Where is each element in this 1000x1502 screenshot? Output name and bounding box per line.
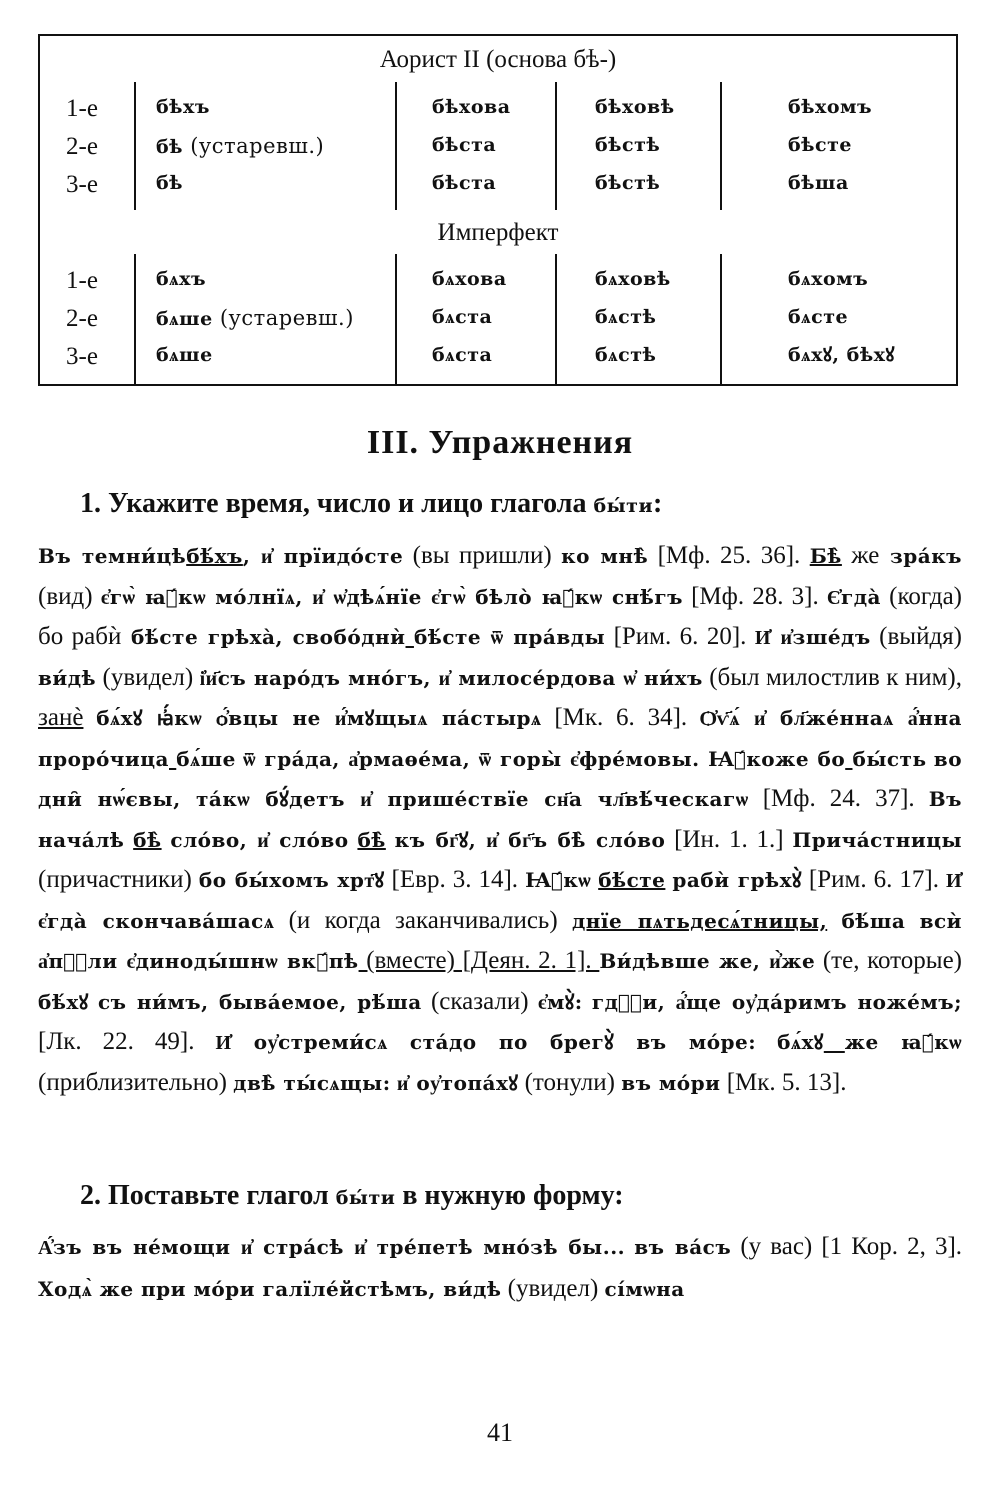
slavonic-text: И҆ оу҆стреми́сѧ ста́до по брегꙋ̀ въ мо́ре:: [215, 1030, 757, 1054]
dual-masc-form: бѧста: [432, 344, 493, 366]
target-verb-form: [406, 623, 414, 650]
russian-text: [Ин. 1. 1.]: [665, 825, 793, 853]
slavonic-text: съ ни́мъ, быва́емое, рѣ́ша: [97, 989, 422, 1014]
dual-fem-form: бѧстѣ: [595, 344, 657, 366]
exercise-1-title-suffix: :: [653, 488, 663, 519]
russian-text: [386, 826, 395, 853]
russian-text: (выйдя): [870, 623, 962, 650]
target-verb-form: [824, 1028, 845, 1055]
russian-text: [Мк. 5. 13].: [720, 1068, 847, 1096]
russian-text: (вы пришли): [403, 542, 562, 569]
exercise-2-title-word: бы́ти: [335, 1187, 396, 1209]
slavonic-text: Въ нача́лѣ: [38, 787, 962, 852]
target-verb-form: бѣ́хъ: [186, 544, 243, 568]
slavonic-text: є҆гѡ̀ ꙗ҆́кѡ мо́лнїѧ, и҆ ѡ҆дѣѧ́нїе є҆гѡ̀ бѣло̀ ꙗ҆́кѡ снѣ́гъ: [100, 584, 683, 609]
exercise-1-title-text: 1. Укажите время, число и лицо глагола: [80, 488, 587, 519]
exercise-2-text: [38, 1226, 962, 1310]
russian-text: [124, 826, 133, 853]
column-divider: [555, 82, 557, 210]
exercise-2-title: [80, 1180, 624, 1212]
russian-text: (вид): [38, 582, 101, 610]
dual-fem-form: бѣстѣ: [595, 172, 661, 194]
russian-text: (те, которые): [815, 947, 962, 974]
person-label: 2-е: [66, 305, 98, 332]
slavonic-text: бѧ́хꙋ: [777, 1030, 824, 1054]
slavonic-text: И҆ є҆гда̀ скончава́шасѧ: [38, 868, 963, 933]
russian-text: [Мф. 28. 3].: [682, 582, 827, 610]
russian-text: [Лк. 22. 49].: [38, 1028, 216, 1055]
slavonic-text: бо бы́хомъ хрт҃ꙋ: [198, 868, 385, 892]
russian-text: бо рабѝ: [38, 623, 122, 650]
slavonic-text: Ви́дѣвше же, и҆̀же: [599, 949, 816, 973]
person-label: 3-е: [66, 343, 98, 370]
dual-masc-form: бѣста: [432, 134, 497, 156]
russian-text: [83, 704, 96, 731]
russian-text: (увидел): [501, 1275, 605, 1302]
slavonic-text: бы́сть: [852, 746, 927, 771]
exercise-2-title-text: 2. Поставьте глагол: [80, 1180, 329, 1211]
slavonic-text: ко мнѣ̀: [561, 544, 649, 568]
target-verb-form: (вместе) [Деян. 2. 1].: [358, 947, 600, 974]
target-verb-form: бѣ̀: [357, 827, 386, 852]
slavonic-text: Ѻ҆ѵ҃ѧ́ и҆ бл҃же́ннаѧ а҆́нна проро́чица: [38, 706, 962, 771]
singular-form: бѣ: [156, 172, 184, 194]
russian-text: [Рим. 6. 20].: [605, 623, 755, 650]
slavonic-text: во дни̑ нѡ́євы, та́кѡ бꙋ́детъ и҆ прише́ствїе сн҃а чл҃вѣ́ческагѡ: [38, 746, 963, 811]
dual-masc-form: бѧхова: [432, 268, 507, 290]
person-label: 1-е: [66, 95, 98, 122]
dual-fem-form: бѣстѣ: [595, 134, 661, 156]
slavonic-text: ѿ гра́да, а҆рмаѳе́ма, ѿ горы̀ є҆фре́мовы.: [243, 746, 700, 771]
slavonic-text: бѣ́ша: [841, 908, 906, 933]
obsolete-note: (устаревш.): [212, 306, 354, 330]
russian-text: [625, 1233, 634, 1260]
slavonic-text: въ мо́ри: [621, 1070, 721, 1095]
plural-form: бѧхомъ: [788, 268, 869, 290]
singular-form: бѣ (устаревш.): [156, 134, 325, 158]
slavonic-text: къ бг҃ꙋ, и҆ бг҃ъ бѣ̀ сло́во: [394, 827, 666, 852]
page-number: 41: [487, 1418, 513, 1447]
slavonic-text: Прича́стницы: [792, 827, 963, 852]
plural-form: бѣсте: [788, 134, 852, 156]
singular-form: бѧше: [156, 344, 213, 366]
dual-fem-form: бѧстѣ: [595, 306, 657, 328]
singular-form: бѣхъ: [156, 96, 210, 118]
slavonic-text: Въ темни́цѣ: [38, 544, 187, 568]
russian-text: [Мк. 6. 34].: [541, 704, 700, 731]
russian-text: [Мф. 25. 36].: [648, 542, 810, 569]
plural-form: бѧхꙋ, бѣхꙋ: [788, 344, 895, 366]
dual-masc-form: бѣста: [432, 172, 497, 194]
slavonic-text: бѧ́хꙋ: [96, 706, 143, 730]
slavonic-text: ѿ пра́вды: [481, 625, 606, 649]
plural-form: бѧсте: [788, 306, 849, 328]
russian-text: (приблизительно): [38, 1068, 234, 1096]
russian-text: же: [841, 542, 880, 569]
dual-masc-form: бѣхова: [432, 96, 511, 118]
russian-text: [Евр. 3. 14].: [384, 866, 526, 893]
slavonic-text: И҆ и҆зше́дъ: [754, 625, 871, 649]
column-divider: [134, 82, 136, 210]
slavonic-text: бѣ́сте: [121, 625, 199, 649]
plural-form: бѣша: [788, 172, 849, 194]
russian-text: [236, 745, 243, 772]
slavonic-text: же ꙗ҆́кѡ: [844, 1030, 963, 1054]
slavonic-text: рабѝ грѣхꙋ̀: [672, 868, 802, 892]
slavonic-text: и҆ оу҆топа́хꙋ: [396, 1070, 519, 1095]
target-verb-form: бѣ́сте: [598, 868, 666, 892]
russian-text: [89, 988, 98, 1015]
russian-text: (когда): [881, 582, 963, 610]
section-heading: III. Упражнения: [366, 424, 634, 461]
column-divider: [395, 82, 397, 210]
person-label: 3-е: [66, 171, 98, 198]
russian-text: (сказали): [421, 987, 538, 1015]
target-verb-form: Бѣ̀: [809, 544, 842, 568]
slavonic-text: А҆́зъ въ не́мощи и҆ стра́сѣ и҆ тре́петѣ мно́зѣ бы...: [38, 1235, 626, 1259]
column-divider: [555, 254, 557, 386]
slavonic-text: бѧ́ше: [176, 746, 236, 771]
slavonic-text: гдⷭ҇и, а҆́ще оу҆да́римъ ноже́мъ;: [591, 989, 963, 1014]
conjugation-table: [38, 34, 958, 386]
dual-fem-form: бѣховѣ: [595, 96, 675, 118]
russian-text: (увидел): [96, 663, 200, 691]
aorist-title: Аорист II (основа бѣ-): [379, 46, 617, 73]
slavonic-text: бѣ́сте: [413, 625, 482, 649]
russian-text: [827, 907, 841, 934]
obsolete-note: (устаревш.): [183, 134, 325, 158]
slavonic-text: въ ва́съ: [634, 1235, 732, 1259]
slavonic-text: сі́мѡна: [604, 1277, 685, 1301]
slavonic-text: зра́къ: [879, 544, 963, 568]
exercise-1-title-word: бы́ти: [593, 495, 654, 517]
russian-text: (у вас) [1 Кор. 2, 3].: [731, 1233, 963, 1260]
target-verb-form: днїе пѧтьдесѧ́тницы,: [571, 908, 828, 933]
slavonic-text: є҆мꙋ̀:: [537, 989, 583, 1014]
person-label: 2-е: [66, 133, 98, 160]
singular-form: бѧхъ: [156, 268, 207, 290]
column-divider: [134, 254, 136, 386]
imperfect-title: Имперфект: [437, 219, 559, 246]
russian-text: (причастники): [38, 866, 199, 893]
slavonic-text: ви́дѣ: [38, 665, 97, 690]
person-label: 1-е: [66, 267, 98, 294]
column-divider: [720, 254, 722, 386]
russian-text: (тонули): [518, 1068, 622, 1096]
exercise-1-title: [80, 488, 662, 520]
slavonic-text: Ꙗ҆́коже бо: [699, 746, 846, 771]
target-verb-form: занѐ: [38, 704, 84, 731]
slavonic-text: і҆и҃съ наро́дъ мно́гъ, и҆ милосе́рдова ѡ҆ ни́хъ: [199, 665, 703, 690]
russian-text: [905, 907, 919, 934]
slavonic-text: , и҆ прїидо́сте: [242, 544, 404, 568]
slavonic-text: всѝ а҆пⷭ҇ли є҆диноды́шнѡ вкꙋ́пѣ: [38, 908, 963, 973]
russian-text: [756, 1028, 777, 1055]
exercise-2-title-suffix: в нужную форму:: [402, 1180, 624, 1211]
slavonic-text: ꙗ҆́кѡ ѻ҆́вцы не и҆́мꙋщыѧ па́стырѧ: [142, 706, 542, 730]
slavonic-text: бѣ́хꙋ: [38, 989, 89, 1014]
column-divider: [395, 254, 397, 386]
singular-form: бѧше (устаревш.): [156, 306, 354, 330]
plural-form: бѣхомъ: [788, 96, 873, 118]
slavonic-text: Ꙗ҆́кѡ: [525, 868, 592, 892]
dual-fem-form: бѧховѣ: [595, 268, 671, 290]
slavonic-text: Ходѧ̀ же при мо́ри галїле́йстѣмъ, ви́дѣ: [38, 1277, 502, 1301]
russian-text: [Мф. 24. 37].: [748, 785, 929, 812]
russian-text: (был милостлив к ним),: [702, 663, 962, 691]
exercise-1-text: [38, 536, 962, 1103]
dual-masc-form: бѧста: [432, 306, 493, 328]
target-verb-form: бѣ̀: [133, 827, 162, 852]
slavonic-text: двѣ̀ ты́сѧщы:: [233, 1070, 391, 1095]
russian-text: [Рим. 6. 17].: [801, 866, 946, 893]
slavonic-text: сло́во, и҆ сло́во: [170, 827, 349, 852]
russian-text: (и когда заканчивались): [274, 906, 572, 934]
russian-text: [927, 745, 934, 772]
slavonic-text: Є҆гда̀: [826, 584, 881, 609]
column-divider: [720, 82, 722, 210]
slavonic-text: грѣха̀, свобо́днѝ: [198, 625, 406, 649]
russian-text: [583, 988, 592, 1015]
